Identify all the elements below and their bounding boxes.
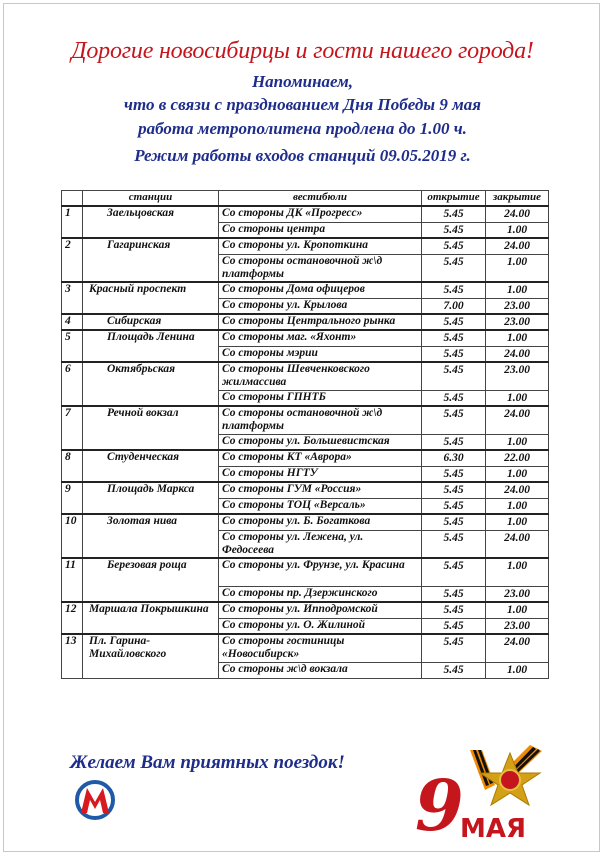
station-number: 5 — [62, 330, 83, 362]
opening-time: 5.45 — [422, 222, 486, 238]
opening-time: 5.45 — [422, 362, 486, 390]
station-number: 4 — [62, 314, 83, 330]
station-name: Сибирская — [83, 314, 219, 330]
station-number: 12 — [62, 602, 83, 634]
opening-time: 5.45 — [422, 558, 486, 586]
closing-time: 24.00 — [486, 238, 549, 254]
closing-time: 1.00 — [486, 282, 549, 298]
vestibule: Со стороны ТОЦ «Версаль» — [219, 498, 422, 514]
opening-time: 5.45 — [422, 482, 486, 498]
table-header-row — [62, 191, 549, 207]
vestibule: Со стороны центра — [219, 222, 422, 238]
station-number: 1 — [62, 206, 83, 238]
wish-text: Желаем Вам приятных поездок! — [70, 752, 345, 773]
vestibule: Со стороны ДК «Прогресс» — [219, 206, 422, 222]
victory-day-emblem — [410, 745, 560, 849]
metro-logo — [72, 780, 118, 824]
opening-time: 5.45 — [422, 602, 486, 618]
table-row — [62, 482, 549, 498]
vestibule: Со стороны ул. Крылова — [219, 298, 422, 314]
opening-time: 5.45 — [422, 514, 486, 530]
station-number: 6 — [62, 362, 83, 406]
closing-time: 1.00 — [486, 222, 549, 238]
opening-time: 5.45 — [422, 206, 486, 222]
opening-time: 5.45 — [422, 254, 486, 282]
closing-time: 1.00 — [486, 330, 549, 346]
opening-time: 5.45 — [422, 466, 486, 482]
opening-time: 5.45 — [422, 634, 486, 662]
table-row — [62, 282, 549, 298]
table-row — [62, 602, 549, 618]
opening-time: 5.45 — [422, 530, 486, 558]
vestibule: Со стороны КТ «Аврора» — [219, 450, 422, 466]
vestibule: Со стороны ул. О. Жилиной — [219, 618, 422, 634]
closing-time: 1.00 — [486, 498, 549, 514]
vestibule: Со стороны ГУМ «Россия» — [219, 482, 422, 498]
station-name: Студенческая — [83, 450, 219, 482]
closing-time: 23.00 — [486, 618, 549, 634]
station-name: Пл. Гарина-Михайловского — [83, 634, 219, 678]
vestibule: Со стороны ул. Ипподромской — [219, 602, 422, 618]
vestibule: Со стороны мэрии — [219, 346, 422, 362]
station-name: Золотая нива — [83, 514, 219, 558]
vestibule: Со стороны ул. Кропоткина — [219, 238, 422, 254]
header-closing: закрытие — [486, 191, 549, 207]
vestibule: Со стороны ул. Б. Богаткова — [219, 514, 422, 530]
vestibule: Со стороны Шевченковского жилмассива — [219, 362, 422, 390]
opening-time: 5.45 — [422, 346, 486, 362]
vestibule: Со стороны НГТУ — [219, 466, 422, 482]
opening-time: 5.45 — [422, 406, 486, 434]
station-number: 8 — [62, 450, 83, 482]
station-name: Красный проспект — [83, 282, 219, 314]
metro-logo-icon — [72, 780, 118, 820]
vestibule: Со стороны ул. Большевистская — [219, 434, 422, 450]
opening-time: 5.45 — [422, 330, 486, 346]
closing-time: 1.00 — [486, 662, 549, 678]
table-row — [62, 206, 549, 222]
table-row — [62, 238, 549, 254]
subtitle-line-3: работа метрополитена продлена до 1.00 ч. — [138, 119, 467, 138]
opening-time: 5.45 — [422, 390, 486, 406]
vestibule: Со стороны ГПНТБ — [219, 390, 422, 406]
table-row — [62, 450, 549, 466]
station-number: 7 — [62, 406, 83, 450]
table-row — [62, 634, 549, 662]
station-name: Октябрьская — [83, 362, 219, 406]
schedule-table — [61, 190, 549, 679]
table-body — [62, 206, 549, 678]
station-name: Заельцовская — [83, 206, 219, 238]
opening-time: 5.45 — [422, 662, 486, 678]
table-row — [62, 406, 549, 434]
station-number: 3 — [62, 282, 83, 314]
station-name: Гагаринская — [83, 238, 219, 282]
closing-time: 1.00 — [486, 514, 549, 530]
station-number: 9 — [62, 482, 83, 514]
header-vestibules: вестибюли — [219, 191, 422, 207]
opening-time: 7.00 — [422, 298, 486, 314]
station-number: 10 — [62, 514, 83, 558]
closing-time: 23.00 — [486, 586, 549, 602]
closing-time: 1.00 — [486, 602, 549, 618]
station-name: Маршала Покрышкина — [83, 602, 219, 634]
header-number — [62, 191, 83, 207]
header-stations: станции — [83, 191, 219, 207]
closing-time: 23.00 — [486, 314, 549, 330]
station-name: Березовая роща — [83, 558, 219, 602]
vestibule: Со стороны остановочной ж\д платформы — [219, 254, 422, 282]
closing-time: 1.00 — [486, 466, 549, 482]
closing-time: 23.00 — [486, 362, 549, 390]
closing-time: 24.00 — [486, 482, 549, 498]
vestibule: Со стороны ж\д вокзала — [219, 662, 422, 678]
station-name: Площадь Ленина — [83, 330, 219, 362]
vestibule: Со стороны Центрального рынка — [219, 314, 422, 330]
closing-time: 23.00 — [486, 298, 549, 314]
closing-time: 24.00 — [486, 346, 549, 362]
station-number: 11 — [62, 558, 83, 602]
station-number: 13 — [62, 634, 83, 678]
closing-time: 1.00 — [486, 434, 549, 450]
table-row — [62, 362, 549, 390]
nine-digit: 9 — [415, 764, 464, 845]
vestibule: Со стороны Дома офицеров — [219, 282, 422, 298]
subtitle-line-4: Режим работы входов станций 09.05.2019 г. — [134, 146, 471, 165]
opening-time: 5.45 — [422, 314, 486, 330]
closing-time: 24.00 — [486, 634, 549, 662]
table-row — [62, 330, 549, 346]
opening-time: 5.45 — [422, 238, 486, 254]
closing-time: 1.00 — [486, 254, 549, 282]
closing-time: 1.00 — [486, 390, 549, 406]
opening-time: 5.45 — [422, 498, 486, 514]
opening-time: 6.30 — [422, 450, 486, 466]
vestibule: Со стороны ул. Лежена, ул. Федосеева — [219, 530, 422, 558]
may-word: МАЯ — [460, 814, 527, 844]
vestibule: Со стороны гостиницы «Новосибирск» — [219, 634, 422, 662]
station-name: Площадь Маркса — [83, 482, 219, 514]
closing-time: 1.00 — [486, 558, 549, 586]
opening-time: 5.45 — [422, 586, 486, 602]
subtitle-line-2: что в связи с празднованием Дня Победы 9 мая — [124, 95, 481, 114]
closing-time: 24.00 — [486, 530, 549, 558]
table-row — [62, 558, 549, 586]
opening-time: 5.45 — [422, 434, 486, 450]
table-row — [62, 314, 549, 330]
subtitle-line-1: Напоминаем, — [251, 72, 354, 91]
header-opening: открытие — [422, 191, 486, 207]
closing-time: 24.00 — [486, 206, 549, 222]
vestibule: Со стороны маг. «Яхонт» — [219, 330, 422, 346]
station-number: 2 — [62, 238, 83, 282]
station-name: Речной вокзал — [83, 406, 219, 450]
page-title: Дорогие новосибирцы и гости нашего города! — [71, 38, 534, 64]
opening-time: 5.45 — [422, 282, 486, 298]
vestibule: Со стороны остановочной ж\д платформы — [219, 406, 422, 434]
table-row — [62, 514, 549, 530]
vestibule: Со стороны ул. Фрунзе, ул. Красина — [219, 558, 422, 586]
opening-time: 5.45 — [422, 618, 486, 634]
closing-time: 22.00 — [486, 450, 549, 466]
closing-time: 24.00 — [486, 406, 549, 434]
victory-emblem-icon — [410, 745, 560, 845]
vestibule: Со стороны пр. Дзержинского — [219, 586, 422, 602]
